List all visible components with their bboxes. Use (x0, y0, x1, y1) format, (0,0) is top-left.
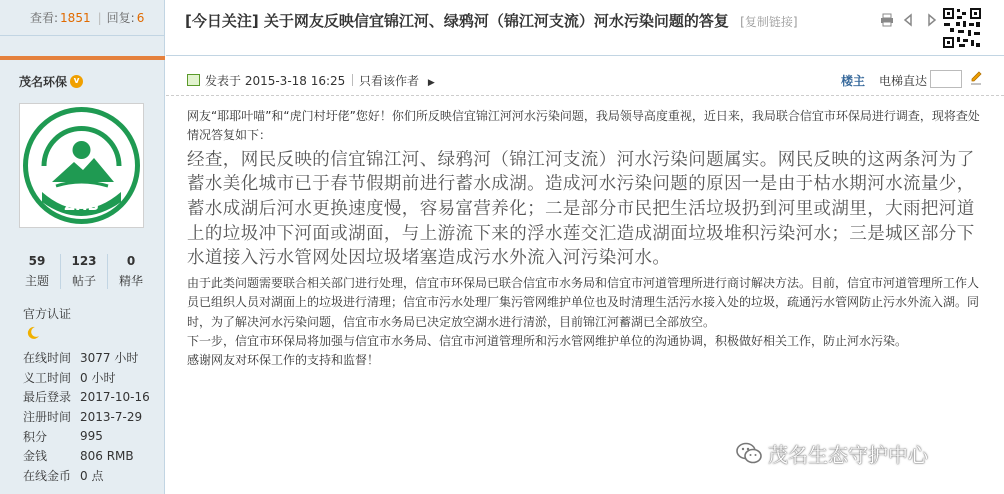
stat-value: 123 (71, 254, 97, 268)
replies-label: 回复: (106, 11, 135, 25)
divider (352, 74, 353, 86)
info-row: 最后登录 2017-10-16 (23, 389, 150, 405)
stat-value: 0 (126, 254, 136, 268)
views-label: 查看: (30, 11, 59, 25)
moon-icon (26, 326, 40, 340)
post-paragraph-findings: 经查，网民反映的信宜锦江河、绿鸦河（锦江河支流）河水污染问题属实。网民反映的这两条河为了蓄水美化城市已于春节假期前进行蓄水成湖。造成河水污染问题的原因一是由于枯水期河水流量少，蓄水成湖后河水更换速度慢，容易富营养化；二是部分市民把生活垃圾扔到河里或湖里，大雨把河道上的垃圾冲下河面或湖面，与上游流下来的浮水莲交汇造成湖面垃圾堆积污染河水；三是城区部分下水道接入污水管网处因垃圾堵塞造成污水外流入河污染河水。 (187, 149, 975, 269)
prev-thread-icon[interactable] (902, 13, 916, 27)
info-row: 积分 995 (23, 429, 103, 444)
thread-title (185, 10, 798, 31)
info-row: 金钱 806 RMB (23, 448, 134, 464)
qr-code-icon[interactable] (941, 6, 983, 50)
info-row: 在线时间 3077 小时 (23, 351, 139, 366)
thread-tools (880, 13, 938, 27)
views-count: 1851 (60, 10, 91, 25)
zhb-logo-icon (22, 106, 141, 225)
stat-topics[interactable] (14, 254, 61, 289)
wechat-watermark (736, 440, 928, 466)
post-content (187, 107, 987, 371)
post-paragraph-thanks: 感谢网友对环保工作的支持和监督！ (187, 353, 380, 368)
info-row: 义工时间 0 小时 (23, 370, 116, 385)
author-name-text[interactable]: 茂名环保 (19, 75, 68, 89)
elevator-input[interactable] (930, 70, 962, 88)
thread-header (166, 0, 1004, 56)
print-icon[interactable] (880, 13, 894, 27)
avatar-text: ZHB (64, 196, 99, 214)
only-author-link[interactable] (359, 72, 435, 89)
post-paragraph-next-steps: 下一步，信宜市环保局将加强与信宜市水务局、信宜市河道管理所和污水管网维护单位的沟通协调，积极做好相关工作，防止河水污染。 (187, 334, 908, 348)
post-online-icon (187, 74, 200, 86)
avatar[interactable] (19, 103, 144, 228)
triangle-right-icon: ▶ (427, 78, 435, 88)
post-paragraph-intro: 网友“耶耶叶喵”和“虎门村圩佬”您好！你们所反映信宜锦江河河水污染问题，我局领导高度重视，近日来，我局联合信宜市环保局进行调查，现将查处情况答复如下： (187, 109, 980, 143)
post-paragraph-actions: 由于此类问题需要联合相关部门进行处理，信宜市环保局已联合信宜市水务局和信宜市河道管理所进行商讨解决方法。目前，信宜市河道管理所工作人员已组织人员对湖面上的垃圾进行清理；信宜市污水处理厂集污管网维护单位也及时清理生活污水接入处的垃圾，疏通污水管网防止污水外流入湖。同时，为了解决河水污染问题，信宜市水务局已决定放空湖水进行清淤，目前锦江河蓄湖已全部放空。 (187, 276, 980, 329)
stat-digest[interactable] (108, 254, 154, 289)
floor-label: 楼主 (841, 74, 866, 88)
info-row: 注册时间 2013-7-29 (23, 409, 143, 425)
only-author-text[interactable]: 只看该作者 (359, 74, 420, 88)
accent-bar (0, 56, 165, 60)
next-thread-icon[interactable] (924, 13, 938, 27)
thread-title-text: [今日关注] 关于网友反映信宜锦江河、绿鸦河（锦江河支流）河水污染问题的答复 (185, 12, 729, 30)
watermark-text: 茂名生态守护中心 (768, 442, 928, 467)
user-info (23, 348, 150, 485)
wechat-icon (736, 442, 762, 464)
stat-label: 帖子 (71, 274, 96, 288)
post-author-bar (166, 56, 1004, 96)
user-sidebar (0, 0, 165, 494)
verified-icon: v (70, 75, 83, 88)
stat-posts[interactable] (61, 254, 108, 289)
official-cert-label: 官方认证 (23, 307, 72, 321)
replies-count: 6 (136, 10, 145, 25)
pencil-icon[interactable] (969, 70, 983, 86)
author-name[interactable] (19, 73, 83, 90)
user-stats (14, 254, 154, 289)
thread-stats: 查看: 1851 | 回复: 6 (0, 0, 164, 36)
elevator-label: 电梯直达 (879, 74, 928, 88)
copy-link-button[interactable]: [复制链接] (740, 15, 798, 29)
stat-label: 主题 (24, 274, 49, 288)
info-row: 在线金币 0 点 (23, 468, 104, 483)
stat-label: 精华 (118, 274, 143, 288)
posted-at: 发表于 2015-3-18 16:25 (205, 74, 346, 88)
stat-value: 59 (28, 254, 46, 268)
